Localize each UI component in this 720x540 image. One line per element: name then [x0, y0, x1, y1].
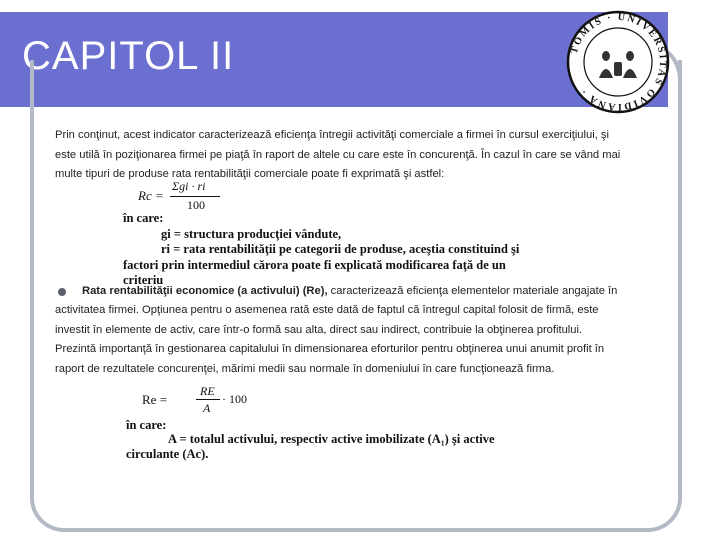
- rc-legend-line: criteriu: [123, 273, 164, 287]
- re-fraction-bar: [196, 399, 220, 400]
- rc-numerator: Σgi · ri: [172, 179, 206, 193]
- paragraph-line: raport de rezultatele concurenţei, mărimi medii sau normale în domeniului în care funcţionează firma.: [55, 362, 555, 375]
- svg-text:TOMIS · UNIVERSITAS OVIDIANA ·: TOMIS · UNIVERSITAS OVIDIANA ·: [568, 11, 669, 113]
- paragraph-line: este utilă în poziţionarea firmei pe piaţă în raport de altele cu care este în concurenţă. În cazul în care se vând mai: [55, 148, 621, 161]
- bullet-rest: caracterizează eficienţa elementelor materiale angajate în: [327, 285, 618, 297]
- rc-lhs: Rc =: [138, 188, 164, 203]
- re-denominator: A: [203, 401, 211, 415]
- bullet-title: Rata rentabilităţii economice (a activului) (Re),: [82, 285, 328, 297]
- paragraph-line: Prin conţinut, acest indicator caracterizează eficienţa întregii activităţi comerciale a firmei în cursul exerciţiului, şi: [55, 129, 610, 141]
- re-paragraph: [55, 301, 675, 379]
- intro-paragraph: [55, 126, 675, 185]
- bullet-icon: [58, 288, 66, 296]
- rc-legend-line: ri = rata rentabilităţii pe categorii de produse, aceştia constituind şi: [161, 242, 520, 256]
- re-lhs: Re =: [142, 392, 168, 407]
- rc-legend-heading: în care:: [123, 211, 164, 225]
- rc-legend-line: factori prin intermediul cărora poate fi explicată modificarea faţă de un: [123, 258, 506, 272]
- rc-formula-image: [115, 177, 520, 287]
- re-formula-image: [124, 383, 524, 463]
- bullet-line: [82, 282, 682, 302]
- re-legend-heading: în care:: [126, 418, 167, 432]
- rc-fraction-bar: [170, 196, 220, 197]
- paragraph-line: activitatea firmei. Opţiunea pentru o asemenea rată este dată de faptul că întregul capital folosit de firmă, este: [55, 304, 599, 316]
- paragraph-line: Prezintă importanţă în gestionarea capitalului în dimensionarea eforturilor pentru obţinerea unui anumit profit în: [55, 343, 605, 355]
- university-seal-logo: [566, 10, 670, 114]
- slide-title: CAPITOL II: [22, 34, 235, 78]
- paragraph-line: investit în elemente de activ, care într-o formă sau alta, direct sau indirect, contribuie la obţinerea profitului.: [55, 323, 583, 336]
- paragraph-line: multe tipuri de produse rata rentabilităţii comerciale poate fi exprimată şi astfel:: [55, 168, 445, 180]
- re-legend-line: circulante (Ac).: [126, 447, 209, 461]
- re-numerator: RE: [200, 384, 215, 398]
- re-legend-line: A = totalul activului, respectiv active imobilizate (A₁) şi active: [168, 432, 495, 446]
- rc-legend-line: gi = structura producţiei vândute,: [161, 227, 342, 241]
- re-tail: · 100: [222, 392, 247, 406]
- rc-denominator: 100: [187, 198, 205, 212]
